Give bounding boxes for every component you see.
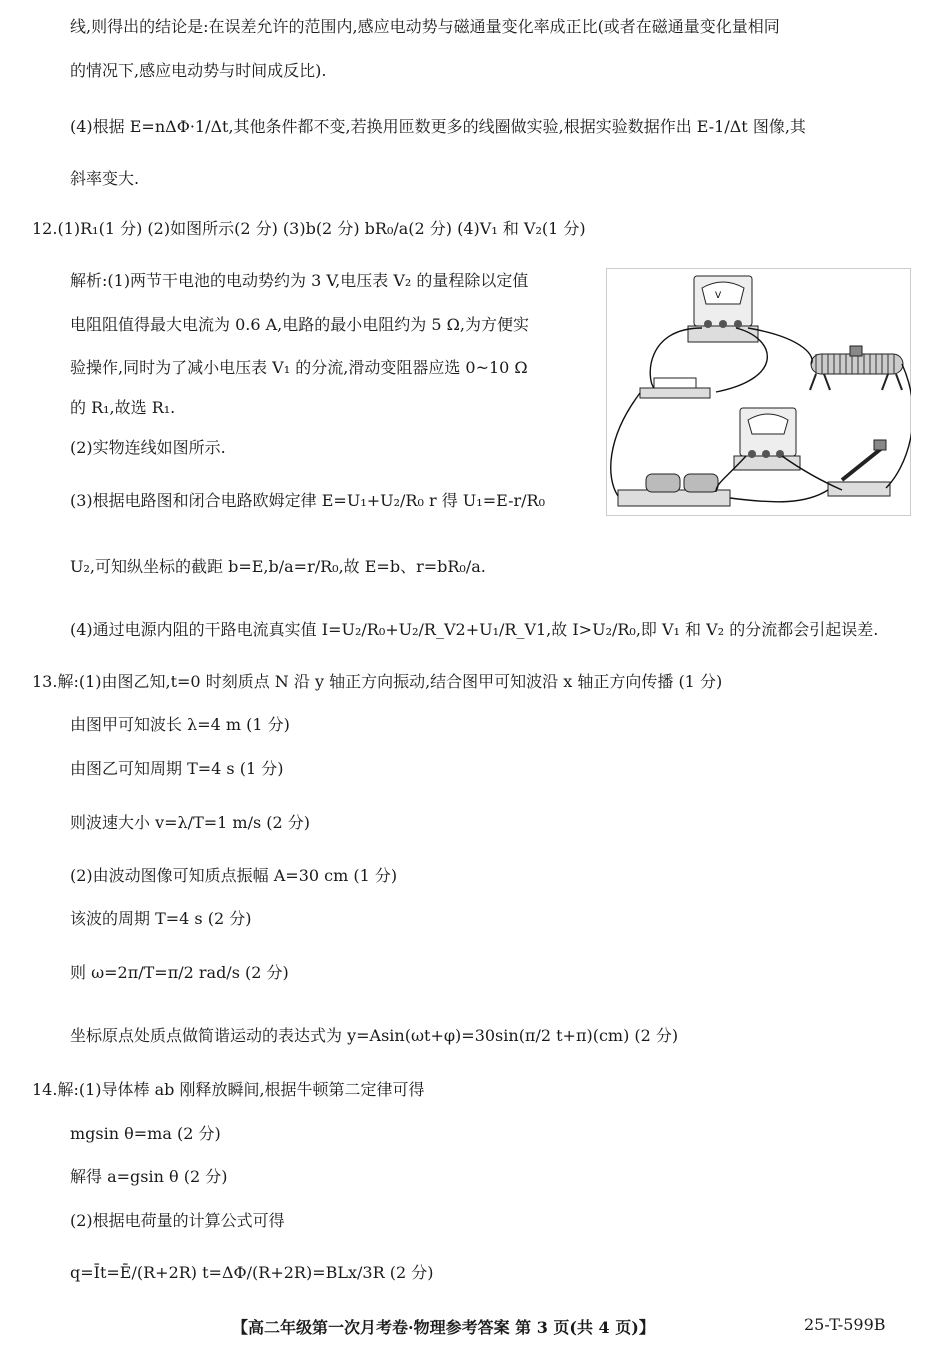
text-line: 该波的周期 T=4 s (2 分) [70,909,252,928]
text-line: 验操作,同时为了减小电压表 V₁ 的分流,滑动变阻器应选 0~10 Ω [70,358,528,377]
text-line: 斜率变大. [70,169,140,188]
text-line: (4)根据 E=nΔΦ·1/Δt,其他条件都不变,若换用匝数更多的线圈做实验,根据实验数据作出 E-1/Δt 图像,其 [70,117,806,136]
question-12-answer: 12.(1)R₁(1 分) (2)如图所示(2 分) (3)b(2 分) bR₀/a(2 分) (4)V₁ 和 V₂(1 分) [32,219,586,238]
text-line: U₂,可知纵坐标的截距 b=E,b/a=r/R₀,故 E=b、r=bR₀/a. [70,557,486,576]
footer-code: 25-T-599B [804,1315,886,1334]
text-line: (2)根据电荷量的计算公式可得 [70,1211,285,1230]
text-line: 的情况下,感应电动势与时间成反比). [70,61,327,80]
circuit-apparatus-figure [606,268,911,516]
text-line: 线,则得出的结论是:在误差允许的范围内,感应电动势与磁通量变化率成正比(或者在磁通量变化量相同 [70,17,780,36]
text-line: (2)实物连线如图所示. [70,438,226,457]
voltmeter-icon [734,408,800,470]
text-line: q=Īt=Ē/(R+2R) t=ΔΦ/(R+2R)=BLx/3R (2 分) [70,1263,434,1282]
text-line: 解得 a=gsin θ (2 分) [70,1167,228,1186]
text-line: (2)由波动图像可知质点振幅 A=30 cm (1 分) [70,866,398,885]
text-line: 电阻阻值得最大电流为 0.6 A,电路的最小电阻约为 5 Ω,为方便实 [70,315,529,334]
text-line: 坐标原点处质点做简谐运动的表达式为 y=Asin(ωt+φ)=30sin(π/2 t+π)(cm) (2 分) [70,1026,679,1045]
text-line: (4)通过电源内阻的干路电流真实值 I=U₂/R₀+U₂/R_V2+U₁/R_V1,故 I>U₂/R₀,即 V₁ 和 V₂ 的分流都会引起误差. [70,620,879,639]
text-line: 解析:(1)两节干电池的电动势约为 3 V,电压表 V₂ 的量程除以定值 [70,271,529,290]
text-line: (3)根据电路图和闭合电路欧姆定律 E=U₁+U₂/R₀ r 得 U₁=E-r/R₀ [70,491,545,510]
text-line: mgsin θ=ma (2 分) [70,1124,221,1143]
text-line: 则波速大小 v=λ/T=1 m/s (2 分) [70,813,311,832]
text-line: 由图甲可知波长 λ=4 m (1 分) [70,715,290,734]
footer-title: 【高二年级第一次月考卷·物理参考答案 第 3 页(共 4 页)】 [232,1318,655,1337]
text-line: 由图乙可知周期 T=4 s (1 分) [70,759,284,778]
text-line: 则 ω=2π/T=π/2 rad/s (2 分) [70,963,289,982]
question-14: 14.解:(1)导体棒 ab 刚释放瞬间,根据牛顿第二定律可得 [32,1080,425,1099]
question-13: 13.解:(1)由图乙知,t=0 时刻质点 N 沿 y 轴正方向振动,结合图甲可知波沿 x 轴正方向传播 (1 分) [32,672,723,691]
text-line: 的 R₁,故选 R₁. [70,398,176,417]
svg-text:V: V [715,291,722,301]
